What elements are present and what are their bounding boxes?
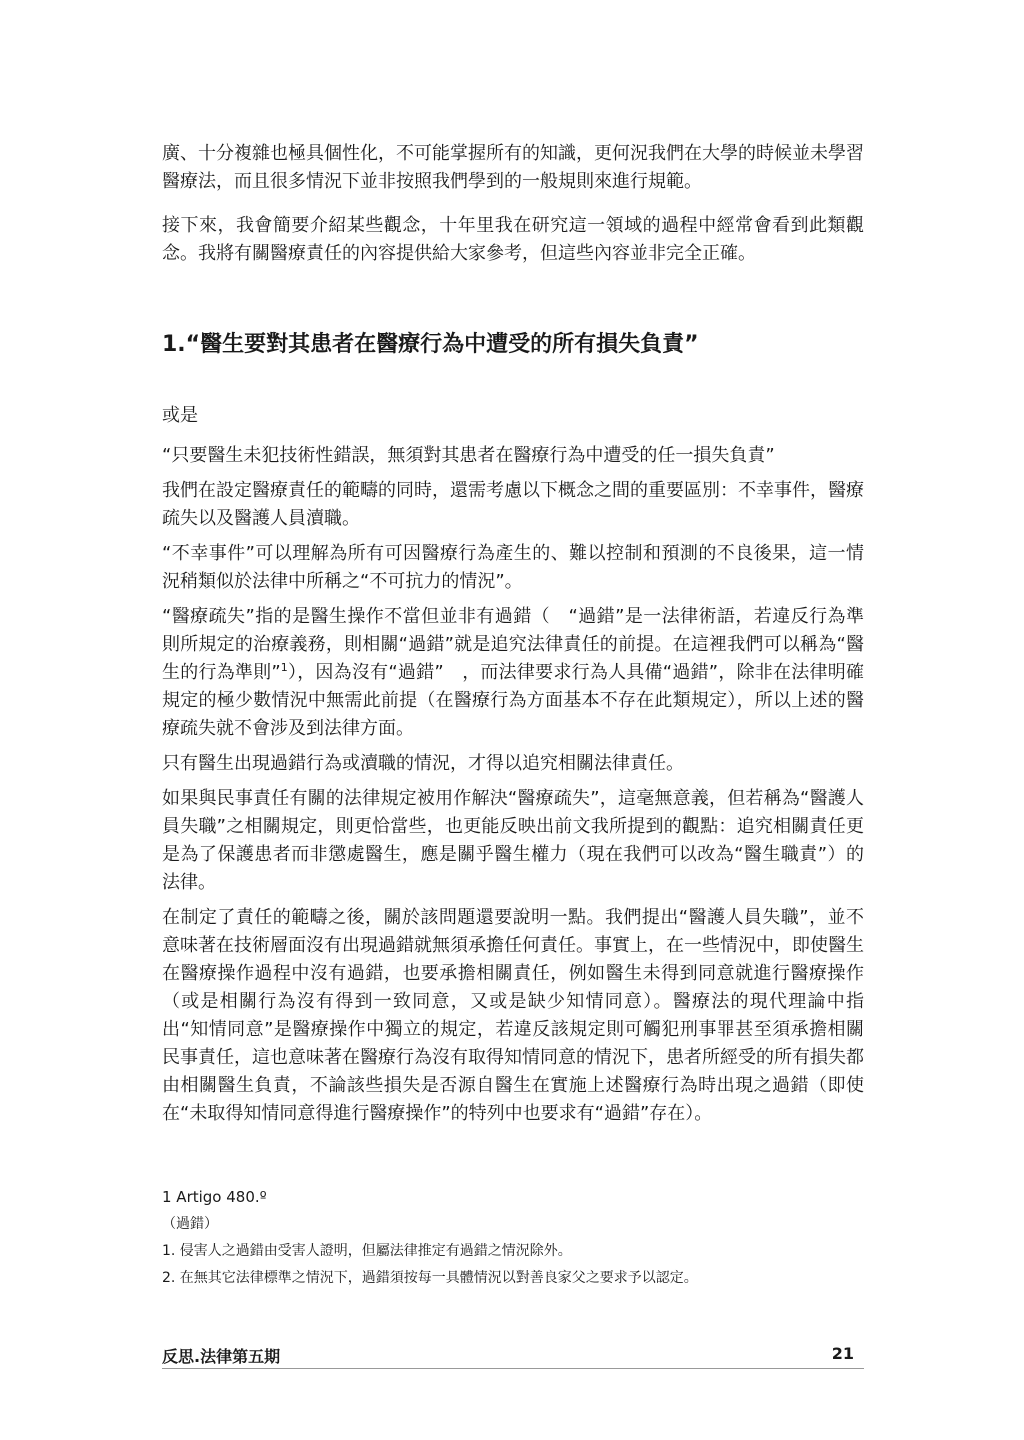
body-paragraph-quote: “只要醫生未犯技術性錯誤，無須對其患者在醫療行為中遭受的任一損失負責”: [162, 445, 775, 466]
body-paragraph-4: “不幸事件”可以理解為所有可因醫療行為產生的、難以控制和預測的不良後果，這一情況稍類似於法律中所稱之“不可抗力的情況”。: [162, 543, 864, 592]
body-paragraph-3: 我們在設定醫療責任的範疇的同時，還需考慮以下概念之間的重要區別：不幸事件，醫療疏失以及醫護人員瀆職。: [162, 480, 864, 529]
page-footer: [162, 1342, 864, 1369]
footnote-1-item-1: 1. 侵害人之過錯由受害人證明，但屬法律推定有過錯之情況除外。: [162, 1243, 572, 1259]
intro-block: [162, 140, 864, 276]
body-paragraph-5-part-a: “醫療疏失”指的是醫生操作不當但並非有過錯（ “過錯”是一法律術語，若違反行為準則所規定的治療義務，則相關“過錯”就是追究法律責任的前提。在這裡我們可以稱為“醫生的行為準則”: [162, 606, 864, 683]
footnote-reference[interactable]: 1: [280, 661, 288, 674]
footnotes: [162, 1186, 864, 1294]
intro-paragraph-1: 廣、十分複雜也極具個性化，不可能掌握所有的知識，更何況我們在大學的時候並未學習醫療法，而且很多情況下並非按照我們學到的一般規則來進行規範。: [162, 143, 864, 192]
footnote-1-heading: （過錯）: [162, 1216, 218, 1232]
body-paragraph-5: [162, 603, 864, 743]
section-title: 1.“醫生要對其患者在醫療行為中遭受的所有損失負責”: [162, 332, 699, 357]
body-paragraph-6: 只有醫生出現過錯行為或瀆職的情況，才得以追究相關法律責任。: [162, 753, 684, 774]
body-paragraph-7: 如果與民事責任有關的法律規定被用作解決“醫療疏失”，這毫無意義，但若稱為“醫護人員失職”之相關規定，則更恰當些，也更能反映出前文我所提到的觀點：追究相關責任更是為了保護患者而非懲處醫生，應是關乎醫生權力（現在我們可以改為“醫生職責”）的法律。: [162, 788, 864, 893]
footnote-1-item-2: 2. 在無其它法律標準之情況下，過錯須按每一具體情況以對善良家父之要求予以認定。: [162, 1270, 698, 1286]
body-paragraph-5-part-b: ），因為沒有“過錯” ，而法律要求行為人具備“過錯”，除非在法律明確規定的極少數情況中無需此前提（在醫療行為方面基本不存在此類規定），所以上述的醫療疏失就不會涉及到法律方面。: [162, 662, 864, 739]
section-body: [162, 402, 864, 1135]
page-number: 21: [831, 1344, 854, 1363]
body-paragraph-8: 在制定了責任的範疇之後，關於該問題還要說明一點。我們提出“醫護人員失職”，並不意味著在技術層面沒有出現過錯就無須承擔任何責任。事實上，在一些情況中，即使醫生在醫療操作過程中沒有過錯，也要承擔相關責任，例如醫生未得到同意就進行醫療操作（或是相關行為沒有得到一致同意，又或是缺少知情同意）。醫療法的現代理論中指出“知情同意”是醫療操作中獨立的規定，若違反該規定則可觸犯刑事罪甚至須承擔相關民事責任，這也意味著在醫療行為沒有取得知情同意的情況下，患者所經受的所有損失都由相關醫生負責，不論該些損失是否源自醫生在實施上述醫療行為時出現之過錯（即使在“未取得知情同意得進行醫療操作”的特列中也要求有“過錯”存在）。: [162, 907, 864, 1124]
footnote-1-source: 1 Artigo 480.º: [162, 1188, 267, 1206]
journal-name: 反思.法律第五期: [162, 1347, 281, 1366]
body-paragraph-or: 或是: [162, 405, 198, 426]
intro-paragraph-2: 接下來，我會簡要介紹某些觀念，十年里我在研究這一領域的過程中經常會看到此類觀念。我將有關醫療責任的內容提供給大家參考，但這些內容並非完全正確。: [162, 215, 864, 264]
